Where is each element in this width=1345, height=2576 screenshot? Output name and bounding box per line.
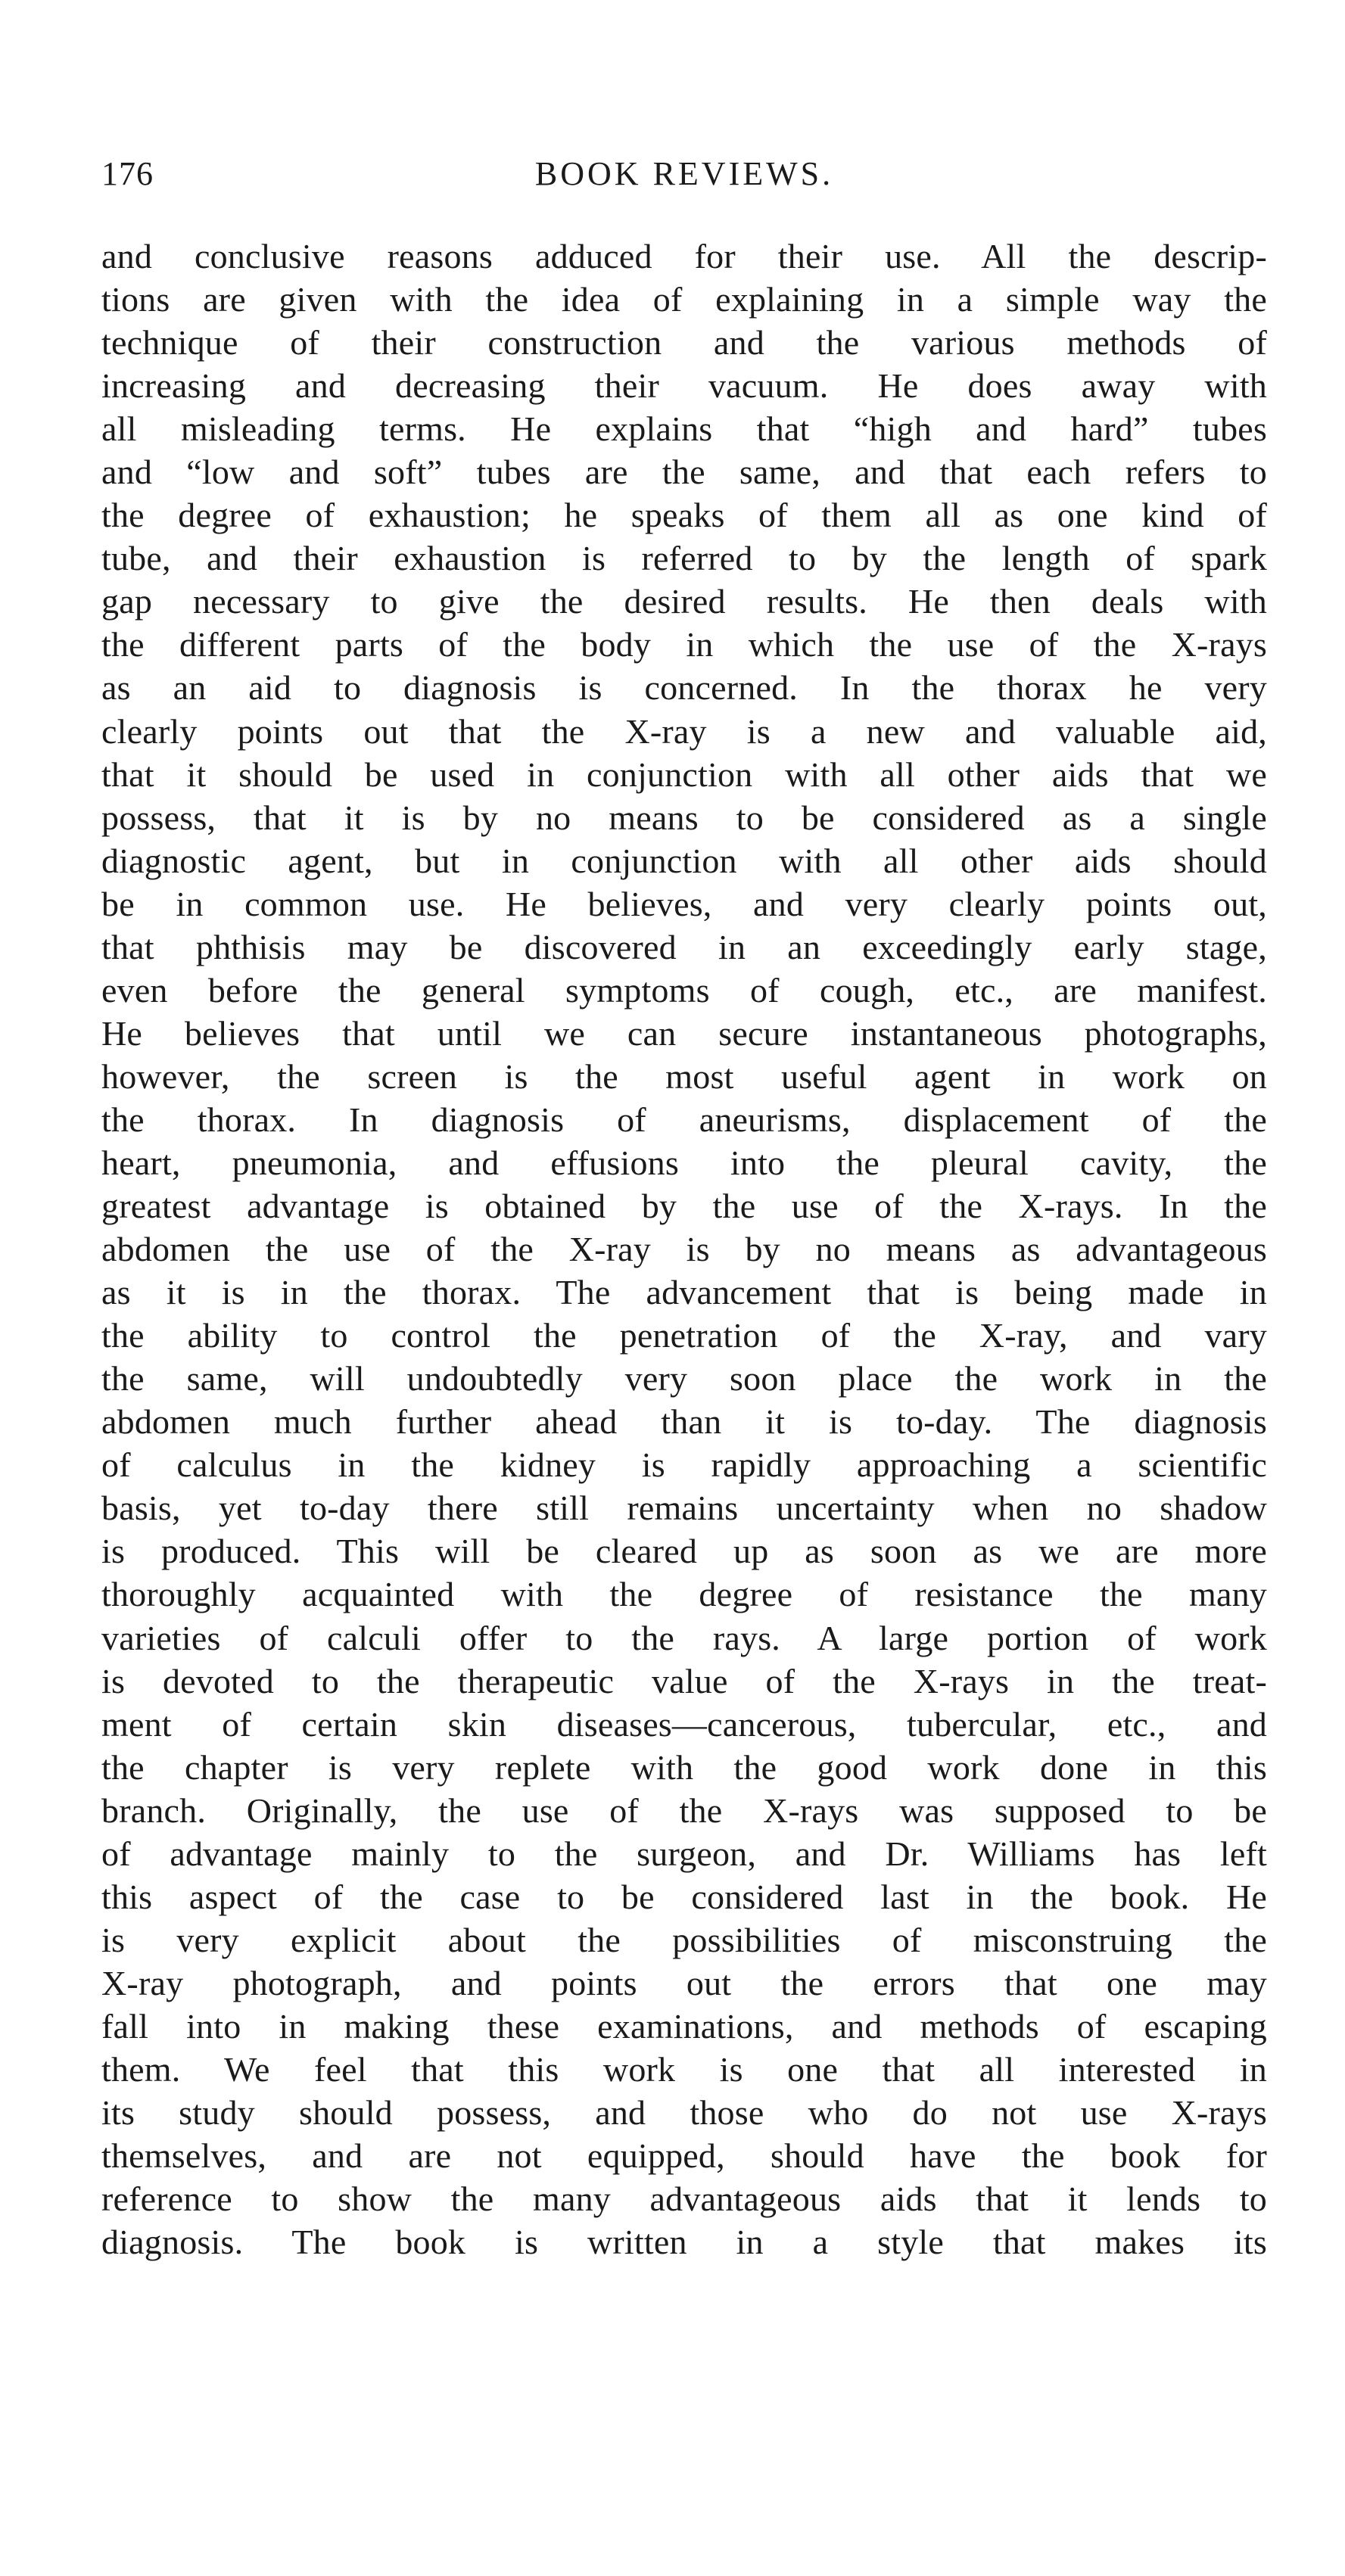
text-line: basis, yet to-day there still remains uncertainty when no shadow: [101, 1489, 1267, 1528]
page-number: 176: [101, 155, 154, 192]
text-line: reference to show the many advantageous aids that it lends to: [101, 2179, 1267, 2219]
text-line: diagnosis. The book is written in a style that makes its: [101, 2223, 1267, 2262]
text-line: varieties of calculi offer to the rays. A large portion of work: [101, 1618, 1267, 1657]
review-body-text: [101, 235, 1267, 2263]
text-line: is devoted to the therapeutic value of the X-rays in the treat-: [101, 1661, 1267, 1700]
text-line: as it is in the thorax. The advancement that is being made in: [101, 1273, 1267, 1312]
text-line: be in common use. He believes, and very clearly points out,: [101, 884, 1267, 923]
text-line: tions are given with the idea of explaining in a simple way the: [101, 280, 1267, 319]
text-line: increasing and decreasing their vacuum. He does away with: [101, 366, 1267, 406]
text-line: greatest advantage is obtained by the use of the X-rays. In the: [101, 1187, 1267, 1226]
text-line: the degree of exhaustion; he speaks of them all as one kind of: [101, 496, 1267, 535]
text-line: fall into in making these examinations, and methods of escaping: [101, 2006, 1267, 2046]
text-line: even before the general symptoms of cough, etc., are manifest.: [101, 970, 1267, 1010]
text-line: X-ray photograph, and points out the errors that one may: [101, 1963, 1267, 2002]
text-line: abdomen the use of the X-ray is by no means as advantageous: [101, 1230, 1267, 1269]
running-title: BOOK REVIEWS.: [534, 155, 834, 192]
text-line: He believes that until we can secure instantaneous photographs,: [101, 1013, 1267, 1053]
text-line: that it should be used in conjunction with all other aids that we: [101, 754, 1267, 794]
text-line: is produced. This will be cleared up as soon as we are more: [101, 1532, 1267, 1571]
text-line: ment of certain skin diseases—cancerous, tubercular, etc., and: [101, 1704, 1267, 1744]
text-line: its study should possess, and those who do not use X-rays: [101, 2093, 1267, 2133]
text-line: abdomen much further ahead than it is to-day. The diagnosis: [101, 1402, 1267, 1442]
text-line: however, the screen is the most useful agent in work on: [101, 1056, 1267, 1096]
text-line: as an aid to diagnosis is concerned. In the thorax he very: [101, 668, 1267, 708]
text-line: technique of their construction and the various methods of: [101, 323, 1267, 362]
text-line: is very explicit about the possibilities of misconstruing the: [101, 1920, 1267, 1959]
text-line: the different parts of the body in which the use of the X-rays: [101, 625, 1267, 664]
text-line: and conclusive reasons adduced for their use. All the descrip-: [101, 237, 1267, 275]
text-line: tube, and their exhaustion is referred to by the length of spark: [101, 539, 1267, 578]
text-line: all misleading terms. He explains that “high and hard” tubes: [101, 409, 1267, 449]
running-head: [101, 151, 1267, 197]
text-line: branch. Originally, the use of the X-rays was supposed to be: [101, 1790, 1267, 1830]
text-line: themselves, and are not equipped, should have the book for: [101, 2136, 1267, 2176]
text-line: heart, pneumonia, and effusions into the pleural cavity, the: [101, 1143, 1267, 1182]
text-line: thoroughly acquainted with the degree of resistance the many: [101, 1575, 1267, 1614]
text-line: the thorax. In diagnosis of aneurisms, displacement of the: [101, 1100, 1267, 1139]
text-line: that phthisis may be discovered in an exceedingly early stage,: [101, 927, 1267, 966]
text-line: them. We feel that this work is one that all interested in: [101, 2049, 1267, 2089]
text-line: and “low and soft” tubes are the same, and that each refers to: [101, 453, 1267, 492]
text-line: the ability to control the penetration of the X-ray, and vary: [101, 1316, 1267, 1355]
text-line: of calculus in the kidney is rapidly approaching a scientific: [101, 1445, 1267, 1485]
text-line: this aspect of the case to be considered last in the book. He: [101, 1877, 1267, 1916]
text-line: possess, that it is by no means to be considered as a single: [101, 798, 1267, 837]
text-line: clearly points out that the X-ray is a new and valuable aid,: [101, 711, 1267, 751]
text-line: the same, will undoubtedly very soon place the work in the: [101, 1359, 1267, 1398]
text-line: diagnostic agent, but in conjunction with all other aids should: [101, 841, 1267, 880]
text-line: gap necessary to give the desired results. He then deals with: [101, 582, 1267, 621]
text-line: the chapter is very replete with the good work done in this: [101, 1747, 1267, 1787]
text-line: of advantage mainly to the surgeon, and Dr. Williams has left: [101, 1834, 1267, 1873]
